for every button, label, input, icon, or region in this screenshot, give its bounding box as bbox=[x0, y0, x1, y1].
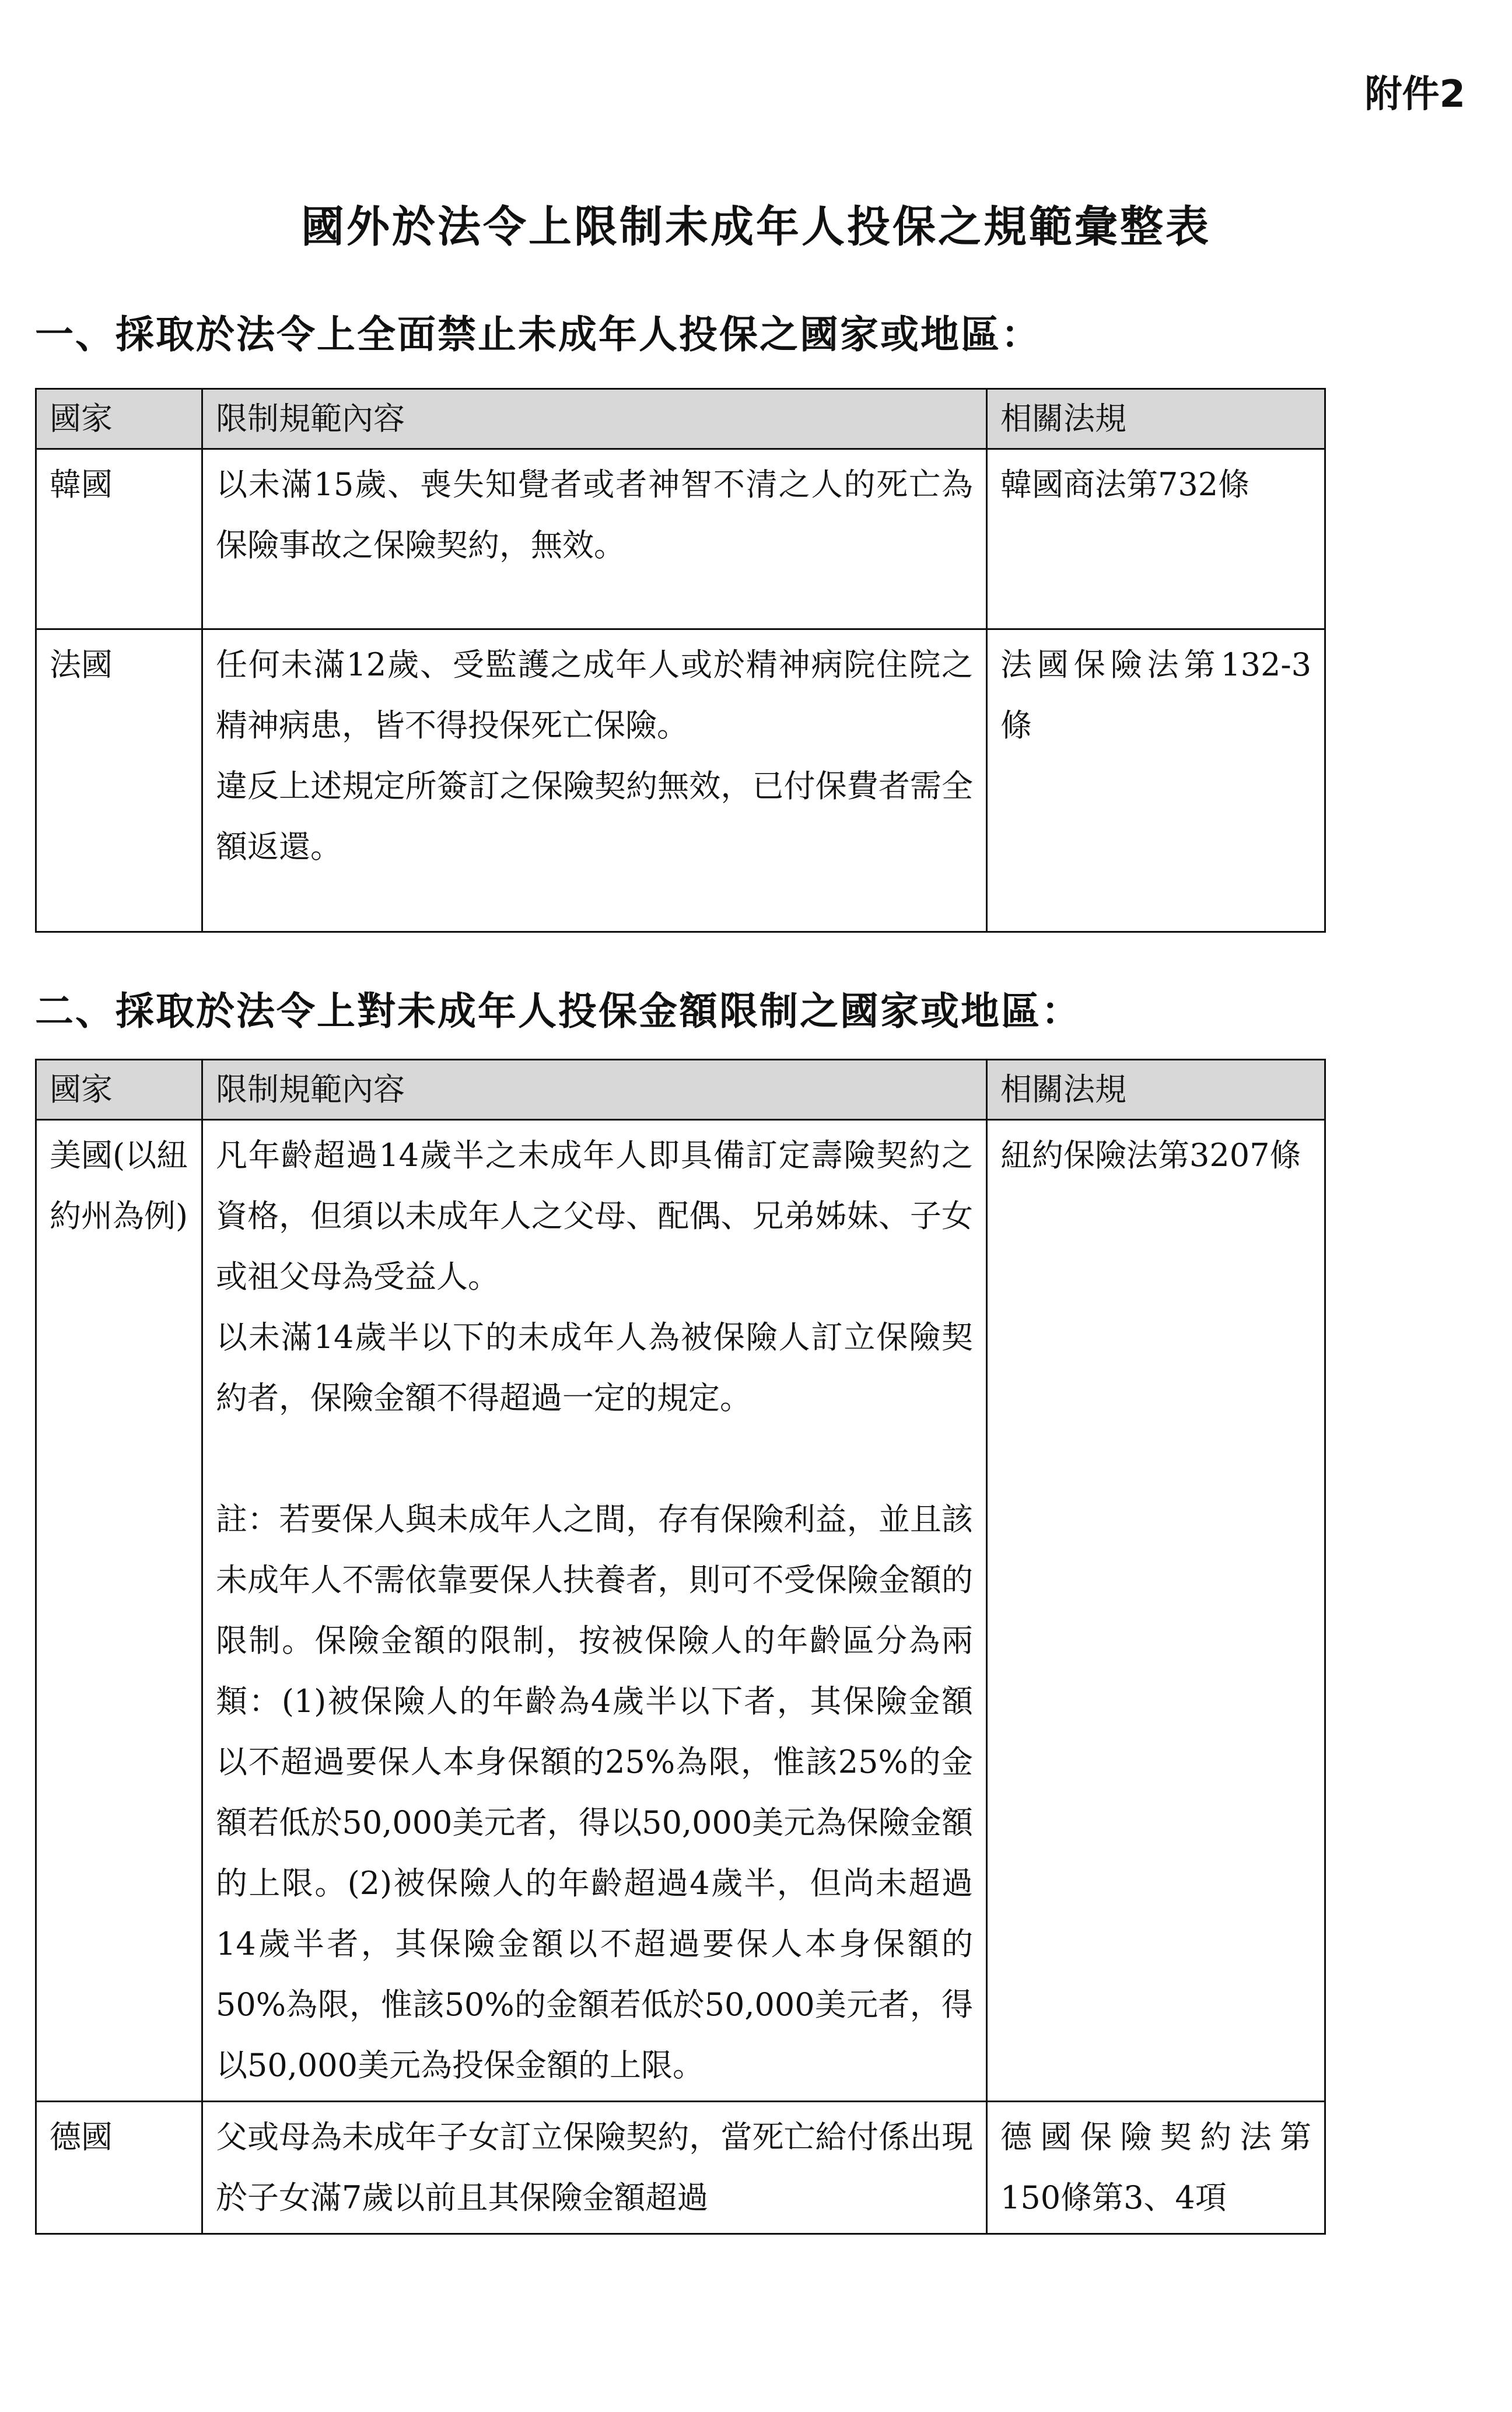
law-cell: 法國保險法第132-3條 bbox=[987, 629, 1325, 932]
section2-heading: 二、採取於法令上對未成年人投保金額限制之國家或地區： bbox=[35, 988, 1082, 1034]
country-cell: 德國 bbox=[36, 2102, 202, 2234]
law-cell: 韓國商法第732條 bbox=[987, 449, 1325, 629]
table-row bbox=[36, 629, 1325, 932]
header-law: 相關法規 bbox=[987, 1060, 1325, 1120]
law-cell: 德國保險契約法第150條第3、4項 bbox=[987, 2102, 1325, 2234]
content-paragraph: 任何未滿12歲、受監護之成年人或於精神病院住院之精神病患，皆不得投保死亡保險。 bbox=[216, 646, 973, 744]
country-cell: 法國 bbox=[36, 629, 202, 932]
table-row bbox=[36, 2102, 1325, 2234]
content-paragraph: 以未滿14歲半以下的未成年人為被保險人訂立保險契約者，保險金額不得超過一定的規定。 bbox=[216, 1319, 973, 1416]
content-paragraph: 凡年齡超過14歲半之未成年人即具備訂定壽險契約之資格，但須以未成年人之父母、配偶、兄弟姊妹、子女或祖父母為受益人。 bbox=[216, 1137, 973, 1295]
table-row bbox=[36, 1120, 1325, 2102]
table-row bbox=[36, 449, 1325, 629]
law-cell: 紐約保險法第3207條 bbox=[987, 1120, 1325, 2102]
header-country: 國家 bbox=[36, 389, 202, 449]
table-header-row bbox=[36, 1060, 1325, 1120]
content-paragraph: 以未滿15歲、喪失知覺者或者神智不清之人的死亡為保險事故之保險契約，無效。 bbox=[216, 466, 973, 563]
content-cell bbox=[202, 1120, 987, 2102]
attachment-label: 附件2 bbox=[1364, 73, 1465, 116]
section1-heading: 一、採取於法令上全面禁止未成年人投保之國家或地區： bbox=[35, 311, 1041, 357]
section2-table bbox=[35, 1059, 1326, 2235]
note-paragraph: 註：若要保人與未成年人之間，存有保險利益，並且該未成年人不需依靠要保人扶養者，則可不受保險金額的限制。保險金額的限制，按被保險人的年齡區分為兩類：(1)被保險人的年齡為4歲半以下者，其保險金額以不超過要保人本身保額的25%為限，惟該25%的金額若低於50,000美元者，得以50,000美元為保險金額的上限。(2)被保險人的年齡超過4歲半，但尚未超過14歲半者，其保險金額以不超過要保人本身保額的50%為限，惟該50%的金額若低於50,000美元者，得以50,000美元為投保金額的上限。 bbox=[216, 1501, 973, 2084]
content-cell bbox=[202, 449, 987, 629]
header-content: 限制規範內容 bbox=[202, 1060, 987, 1120]
page-title: 國外於法令上限制未成年人投保之規範彙整表 bbox=[301, 202, 1211, 252]
header-content: 限制規範內容 bbox=[202, 389, 987, 449]
content-paragraph: 父或母為未成年子女訂立保險契約，當死亡給付係出現於子女滿7歲以前且其保險金額超過 bbox=[216, 2119, 973, 2216]
header-law: 相關法規 bbox=[987, 389, 1325, 449]
country-cell: 韓國 bbox=[36, 449, 202, 629]
content-cell bbox=[202, 629, 987, 932]
country-cell: 美國(以紐約州為例) bbox=[36, 1120, 202, 2102]
content-paragraph: 違反上述規定所簽訂之保險契約無效，已付保費者需全額返還。 bbox=[216, 768, 973, 865]
section1-table bbox=[35, 388, 1326, 933]
content-cell bbox=[202, 2102, 987, 2234]
paragraph-gap bbox=[216, 1429, 973, 1489]
header-country: 國家 bbox=[36, 1060, 202, 1120]
table-header-row bbox=[36, 389, 1325, 449]
